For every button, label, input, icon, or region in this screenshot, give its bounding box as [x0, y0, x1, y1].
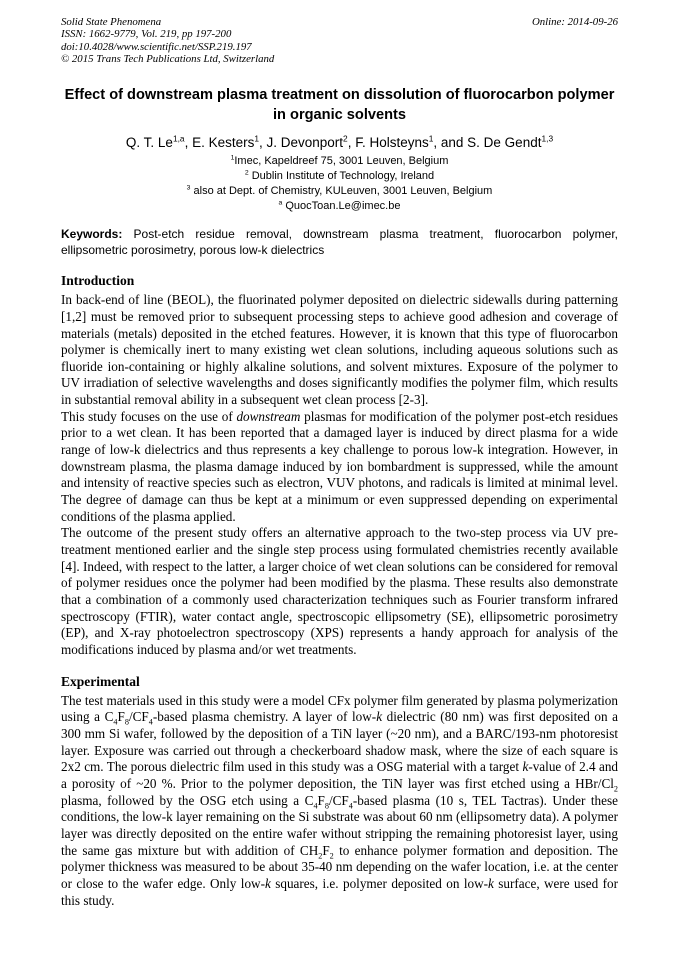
journal-header [61, 16, 618, 65]
introduction-heading: Introduction [61, 273, 135, 289]
doi-line: doi:10.4028/www.scientific.net/SSP.219.197 [61, 40, 252, 53]
issn-volume-pages: ISSN: 1662-9779, Vol. 219, pp 197-200 [61, 28, 232, 41]
affiliation-dublin-institute: $^2$ Dublin Institute of Technology, Ireland [244, 169, 435, 183]
paper-title: Effect of downstream plasma treatment on dissolution of fluorocarbon polymer in organic solvents [64, 87, 615, 123]
section-experimental [61, 673, 618, 910]
introduction-paragraph-2: This study focuses on the use of downstream plasmas for modification of the polymer post-etch residues prior to a wet clean. It has been reported that a damaged layer is induced by direct plasma for a wide range of low-k dielectrics and thus represents a key challenge to porous low-k integration. However, in downstream plasma, the plasma damage induced by ion bombardment is suppressed, while the amount and intensity of reactive species such as electron, VUV photons, and radicals is limited at minimal level. The degree of damage can thus be kept at a minimum or even suppressed depending on experimental conditions of the plasma applied. [61, 408, 618, 524]
corresponding-author-email: $^a$ QuocToan.Le@imec.be [278, 199, 401, 213]
affiliations-block [61, 154, 618, 214]
introduction-paragraph-1: In back-end of line (BEOL), the fluorinated polymer deposited on dielectric sidewalls during patterning [1,2] must be removed prior to subsequent processing steps to achieve good adhesion and coverage of materials (metals) deposited in the etched features. However, it is known that this type of fluorocarbon polymer is chemically inert to many existing wet clean solutions, including aqueous solutions such as fluoride ion-containing or highly alkaline solutions, and solvent mixtures. Exposure of the polymer to UV irradiation of selective wavelengths and doses significantly modifies the polymer film, which results in substantial removal ability in a subsequent wet clean process [2-3]. [61, 292, 618, 408]
section-introduction [61, 272, 618, 658]
affiliation-kuleuven: $^3$ also at Dept. of Chemistry, KULeuven, 3001 Leuven, Belgium [186, 184, 493, 198]
experimental-paragraph-1: The test materials used in this study were a model CFx polymer film generated by plasma polymerization using a $C_4F_8/CF_4$-based plasma chemistry. A layer of low-k dielectric (80 nm) was first deposited on a 300 mm Si wafer, followed by the deposition of a TiN layer (~20 nm), and a BARC/193-nm photoresist layer. Exposure was carried out through a checkerboard shadow mask, where the size of each square is 2x2 cm. The porous dielectric film used in this study was a OSG material with a target k-value of 2.4 and a porosity of ~20 %. Prior to the polymer deposition, the TiN layer was first etched using a HBr/$Cl_2$ plasma, followed by the OSG etch using a $C_4F_8/CF_4$-based plasma (10 s, TEL Tactras). Under these conditions, the low-k layer remaining on the Si substrate was about 60 nm (ellipsometry data). A polymer layer was directly deposited on the entire wafer without stripping the remaining photoresist layer, using the same gas mixture but with addition of $CH_2F_2$ to enhance polymer formation and deposition. The polymer thickness was measured to be about 35-40 nm depending on the wafer location, i.e. at the center or close to the wafer edge. Only low-k squares, i.e. polymer deposited on low-k surface, were used for this study. [61, 692, 619, 908]
copyright-line: © 2015 Trans Tech Publications Ltd, Switzerland [61, 52, 275, 65]
experimental-heading: Experimental [61, 673, 140, 689]
online-date: Online: 2014-09-26 [531, 16, 618, 28]
affiliation-imec: $^1$Imec, Kapeldreef 75, 3001 Leuven, Belgium [230, 154, 449, 168]
journal-name: Solid State Phenomena [61, 16, 162, 28]
introduction-paragraph-3: The outcome of the present study offers an alternative approach to the two-step process via UV pre-treatment mentioned earlier and the single step process using formulated chemistries recently available [4]. Indeed, with respect to the latter, a larger choice of wet clean solutions can be considered for removal of polymer residues once the polymer had been modified by the plasma. These results also demonstrate that a combination of a commonly used characterization techniques such as Fourier transform infrared spectroscopy (FTIR), water contact angle, spectroscopic ellipsometry (SE), ellipsometric porosimetry (EP), and X-ray photoelectron spectroscopy (XPS) represents a handy approach for analysis of the modifications induced by plasma and/or wet treatments. [61, 525, 618, 657]
authors-line: Q. T. Le$^{1,a}$, E. Kesters$^1$, J. Devonport$^2$, F. Holsteyns$^1$, and S. De Gendt$^{1,3}$ [125, 133, 554, 151]
keywords-line: Keywords: Post-etch residue removal, downstream plasma treatment, fluorocarbon polymer, ellipsometric porosimetry, porous low-k dielectrics [61, 227, 618, 257]
journal-info [61, 16, 274, 65]
